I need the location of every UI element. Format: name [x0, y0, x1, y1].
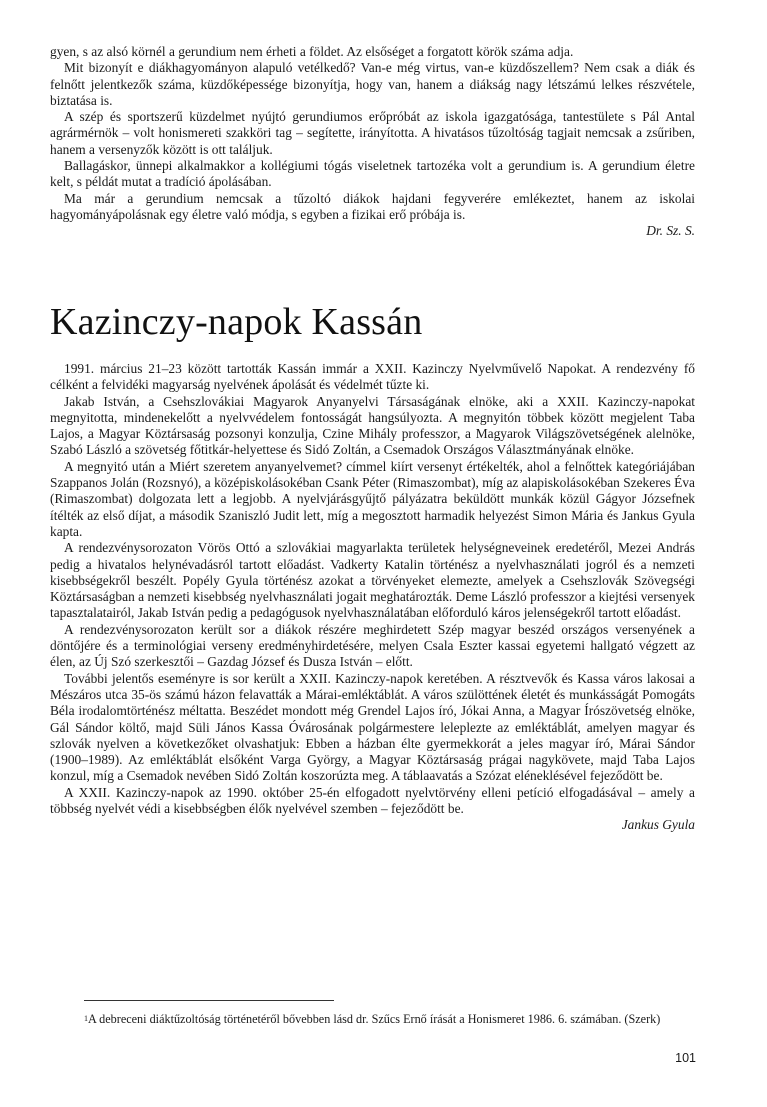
paragraph: A szép és sportszerű küzdelmet nyújtó gerundiumos erőpróbát az iskola igazgatósága, tantestülete s Pál Antal agrármérnök – volt honismereti szakköri tag – segítette, irányította. A hivatásos tűzoltóság tagjait nemcsak a zsűriben, hanem a versenyzők között is ott találjuk. — [50, 109, 695, 157]
paragraph: Ma már a gerundium nemcsak a tűzoltó diákok hajdani fegyverére emlékeztet, hanem az iskolai hagyományápolásnak egy életre való módja, s egyben a fizikai erő próbája is. — [50, 190, 695, 222]
footnote-divider — [84, 1000, 334, 1001]
paragraph: A XXII. Kazinczy-napok az 1990. október 25-én elfogadott nyelvtörvény elleni petíció elfogadásával – amely a többség nyelvét védi a kisebbségben élők nyelvével szemben – fejeződött be. — [50, 784, 695, 817]
paragraph: Jakab István, a Csehszlovákiai Magyarok Anyanyelvi Társaságának elnöke, aki a XXII. Kazinczy-napokat megnyitotta, mindenekelőtt a nyelvvédelem fontosságát hangsúlyozta. A megnyitón többek között megjelent Taba Lajos, a Magyar Köztársaság pozsonyi konzulja, Czine Mihály professzor, a Magyarok Világszövetségének alelnöke, Szabó László a szövetség főtitkár-helyettese és Sidó Zoltán, a Csemadok Országos Választmányának elnöke. — [50, 393, 695, 458]
paragraph: 1991. március 21–23 között tartották Kassán immár a XXII. Kazinczy Nyelvművelő Napokat. A rendezvény fő célként a felvidéki magyarság nyelvének ápolását és védelmét tűzte ki. — [50, 361, 695, 393]
article-body — [50, 361, 695, 834]
paragraph: A rendezvénysorozaton Vörös Ottó a szlovákiai magyarlakta területek helységneveinek eredetéről, Mezei András pedig a hivatalos helynévadásról tartott előadást. Vadkerty Katalin történész a nyelvhasználati jogról és a nemzeti kisebbségekről beszélt. Popély Gyula történész azokat a törvényeket elemezte, amelyek a Csehszlovák Szövegségi Köztársaságban a nemzeti kisebbség nyelvhasználati jogait meghatározták. Deme László professzor a kiejtési versenyek tapasztalatairól, Jakab István pedig a pedagógusok nyelvhasználatában előforduló káros jelenségekről tartott előadást. — [50, 540, 695, 621]
paragraph: Mit bizonyít e diákhagyományon alapuló vetélkedő? Van-e még virtus, van-e küzdőszellem? Nem csak a diák és felnőtt jelentkezők száma, küzdőképessége bizonyítja, hogy van, hanem a diákság nagy létszámú lelkes részvétele, biztatása is. — [50, 60, 695, 108]
article-title: Kazinczy-napok Kassán — [50, 301, 423, 343]
footnote-marker: 1 — [84, 1014, 88, 1023]
paragraph: A rendezvénysorozaton került sor a diákok részére meghirdetett Szép magyar beszéd országos versenyének a döntőjére és a terminológiai verseny eredményhirdetésére, melyen Csala Eszter kassai egyetemi hallgató végzett az élen, az Új Szó szerkesztői – Gazdag József és Dusza István – előtt. — [50, 621, 695, 670]
paragraph: A megnyitó után a Miért szeretem anyanyelvemet? címmel kiírt versenyt értékelték, ahol a felnőttek kategóriájában Szappanos Jolán (Rozsnyó), a középiskolásokéban Csank Péter (Rimaszombat), míg az alapiskolásokéban Szekeres Éva (Rimaszombat) dolgozata lett a legjobb. A nyelvjárásgyűjtő pályázatra beküldött munkák közül Gágyor Józsefnek ítélték az első díjat, a második Szaniszló Judit lett, míg a megosztott harmadik helyezést Simon Mária és Jankus Gyula kapta. — [50, 458, 695, 539]
previous-article-ending — [50, 44, 695, 240]
paragraph: Ballagáskor, ünnepi alkalmakkor a kollégiumi tógás viseletnek tartozéka volt a gerundium is. A gerundium életre kelt, s példát mutat a tradíció ápolásában. — [50, 158, 695, 190]
page-number: 101 — [675, 1051, 696, 1065]
author-signature: Dr. Sz. S. — [646, 223, 695, 239]
paragraph: gyen, s az alsó körnél a gerundium nem érheti a földet. Az elsőséget a forgatott körök száma adja. — [50, 44, 574, 59]
footnote-text: A debreceni diáktűzoltóság történetéről bővebben lásd dr. Szűcs Ernő írását a Honismeret 1986. 6. számában. (Szerk) — [88, 1012, 661, 1026]
footnote — [84, 1010, 696, 1029]
author-signature: Jankus Gyula — [621, 817, 695, 833]
paragraph: További jelentős eseményre is sor került a XXII. Kazinczy-napok keretében. A résztvevők és Kassa város lakosai a Mészáros utca 35-ös számú házon felavatták a Márai-emléktáblát. A város szülöttének életét és munkásságát Pomogáts Béla irodalomtörténész méltatta. Beszédet mondott még Grendel Lajos író, Jókai Anna, a Magyar Írószövetség elnöke, Gál Sándor költő, majd Süli János Kassa Óvárosának polgármestere leleplezte az emléktáblát, amelyen magyar és szlovák nyelven a következőket olvashatjuk: Ebben a házban élte gyermekkorát a jeles magyar író, Márai Sándor (1900–1989). Az emléktáblát elsőként Varga György, a Magyar Köztársaság prágai nagykövete, majd Taba Lajos konzul, míg a Csemadok nevében Sidó Zoltán koszorúzta meg. A táblaavatás a Szózat eléneklésével fejeződött be. — [50, 670, 695, 784]
